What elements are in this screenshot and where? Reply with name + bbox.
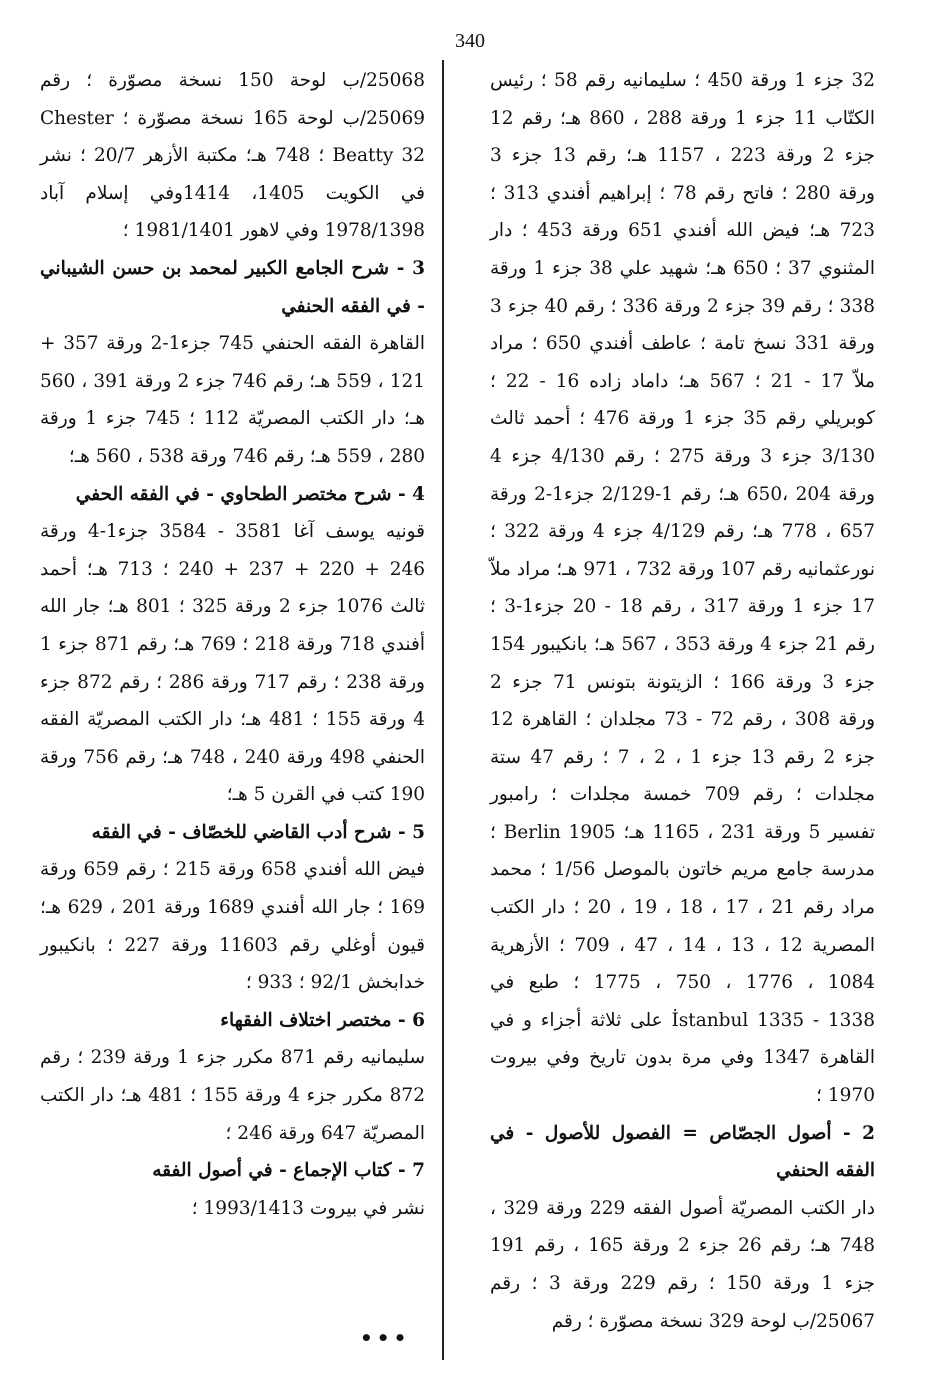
section-heading: 4 - شرح مختصر الطحاوي - في الفقه الحفي — [75, 483, 425, 505]
section-heading: 7 - كتاب الإجماع - في أصول الفقه — [152, 1160, 425, 1182]
paragraph: نشر في بيروت 1993/1413 ؛ — [191, 1197, 425, 1219]
paragraph: سليمانيه رقم 871 مكرر جزء 1 ورقة 239 ؛ رقم 872 مكرر جزء 4 ورقة 155 ؛ 481 هـ؛ دار الكتب المصريّة 647 ورقة 246 ؛ — [40, 1047, 425, 1144]
section-heading: 3 - شرح الجامع الكبير لمحمد بن حسن الشيباني - في الفقه الحنفي — [40, 257, 425, 317]
end-mark: ••• — [360, 1326, 411, 1350]
paragraph: دار الكتب المصريّة أصول الفقه 229 ورقة 329 ، 748 هـ؛ رقم 26 جزء 2 ورقة 165 ، رقم 191 جزء 1 ورقة 150 ؛ رقم 229 ورقة 3 ؛ رقم 25067/ب لوحة 329 نسخة مصوّرة ؛ رقم — [490, 1197, 875, 1332]
page-number: 340 — [455, 30, 485, 52]
paragraph: القاهرة الفقه الحنفي 745 جزء1-2 ورقة 357 + 121 ، 559 هـ؛ رقم 746 جزء 2 ورقة 391 ، 560 هـ؛ دار الكتب المصريّة 112 ؛ 745 جزء 1 ورقة 280 ، 559 هـ؛ رقم 746 ورقة 538 ، 560 هـ؛ — [40, 333, 425, 467]
paragraph: 32 جزء 1 ورقة 450 ؛ سليمانيه رقم 58 ؛ رئيس الكتّاب 11 جزء 1 ورقة 288 ، 860 هـ؛ رقم 12 جزء 2 ورقة 223 ، 1157 هـ؛ رقم 13 جزء 3 ورقة 280 ؛ فاتح رقم 78 ؛ إبراهيم أفندي 313 ؛ 723 هـ؛ فيض الله أفندي 651 ورقة 453 ؛ دار المثنوي 37 ؛ 650 هـ؛ شهيد علي 38 جزء 1 ورقة 338 ؛ رقم 39 جزء 2 ورقة 336 ؛ رقم 40 جزء 3 ورقة 331 نسخ تامة ؛ عاطف أفندي 650 ؛ مراد ملاّ 17 - 21 ؛ 567 هـ؛ داماد زاده 16 - 22 ؛ كوبريلي رقم 35 جزء 1 ورقة 476 ؛ أحمد ثالث 3/130 جزء 3 ورقة 275 ؛ رقم 4/130 جزء 4 ورقة 204 ،650 هـ؛ رقم 1-2/129 جزء1-2 ورقة 657 ، 778 هـ؛ رقم 4/129 جزء 4 ورقة 322 ؛ نورعثمانيه رقم 107 ورقة 732 ، 971 هـ؛ مراد ملاّ 17 جزء 1 ورقة 317 ، رقم 18 - 20 جزء1-3 ؛ رقم 21 جزء 4 ورقة 353 ، 567 هـ؛ بانكيبور 154 جزء 3 ورقة 166 ؛ الزيتونة بتونس 71 جزء 2 ورقة 308 ، رقم 72 - 73 مجلدان ؛ القاهرة 12 جزء 2 رقم 13 جزء 1 ، 2 ، 7 ؛ رقم 47 ستة مجلدات ؛ رقم 709 خمسة مجلدات ؛ رامبور تفسير 5 ورقة 231 ، 1165 هـ؛ Berlin 1905 ؛ مدرسة جامع مريم خاتون بالموصل 1/56 ؛ محمد مراد رقم 21 ، 17 ، 18 ، 19 ، 20 ؛ دار الكتب المصرية 12 ، 13 ، 14 ، 47 ، 709 ؛ الأزهرية 1084 ، 1776 ، 750 ، 1775 ؛ طبع في İstanbul 1335 - 1338 على ثلاثة أجزاء و في القاهرة 1347 وفي مرة بدون تاريخ وفي بيروت 1970 ؛ — [490, 70, 876, 1107]
section-heading: 5 - شرح أدب القاضي للخصّاف - في الفقه — [91, 821, 425, 843]
left-column — [40, 62, 425, 1227]
right-column — [490, 62, 875, 1340]
section-heading: 2 - أصول الجصّاص = الفصول للأصول - في الفقه الحنفي — [490, 1122, 875, 1182]
section-heading: 6 - مختصر اختلاف الفقهاء — [220, 1009, 425, 1031]
column-divider — [442, 60, 444, 1360]
paragraph: 25068/ب لوحة 150 نسخة مصوّرة ؛ رقم 25069/ب لوحة 165 نسخة مصوّرة ؛ Chester Beatty 32 ؛ 748 هـ؛ مكتبة الأزهر 20/7 ؛ نشر في الكويت 1405، 1414وفي إسلام آباد 1978/1398 وفي لاهور 1981/1401 ؛ — [40, 70, 425, 242]
paragraph: فيض الله أفندي 658 ورقة 215 ؛ رقم 659 ورقة 169 ؛ جار الله أفندي 1689 ورقة 201 ، 629 هـ؛ قيون أوغلي رقم 11603 ورقة 227 ؛ بانكيبور خدابخش 92/1 ؛ 933 ؛ — [40, 859, 425, 994]
paragraph: قونيه يوسف آغا 3581 - 3584 جزء1-4 ورقة 246 + 220 + 237 + 240 ؛ 713 هـ؛ أحمد ثالث 1076 جزء 2 ورقة 325 ؛ 801 هـ؛ جار الله أفندي 718 ورقة 218 ؛ 769 هـ؛ رقم 871 جزء 1 ورقة 238 ؛ رقم 717 ورقة 286 ؛ رقم 872 جزء 4 ورقة 155 ؛ 481 هـ؛ دار الكتب المصريّة الفقه الحنفي 498 ورقة 240 ، 748 هـ؛ رقم 756 ورقة 190 كتب في القرن 5 هـ؛ — [40, 521, 426, 806]
